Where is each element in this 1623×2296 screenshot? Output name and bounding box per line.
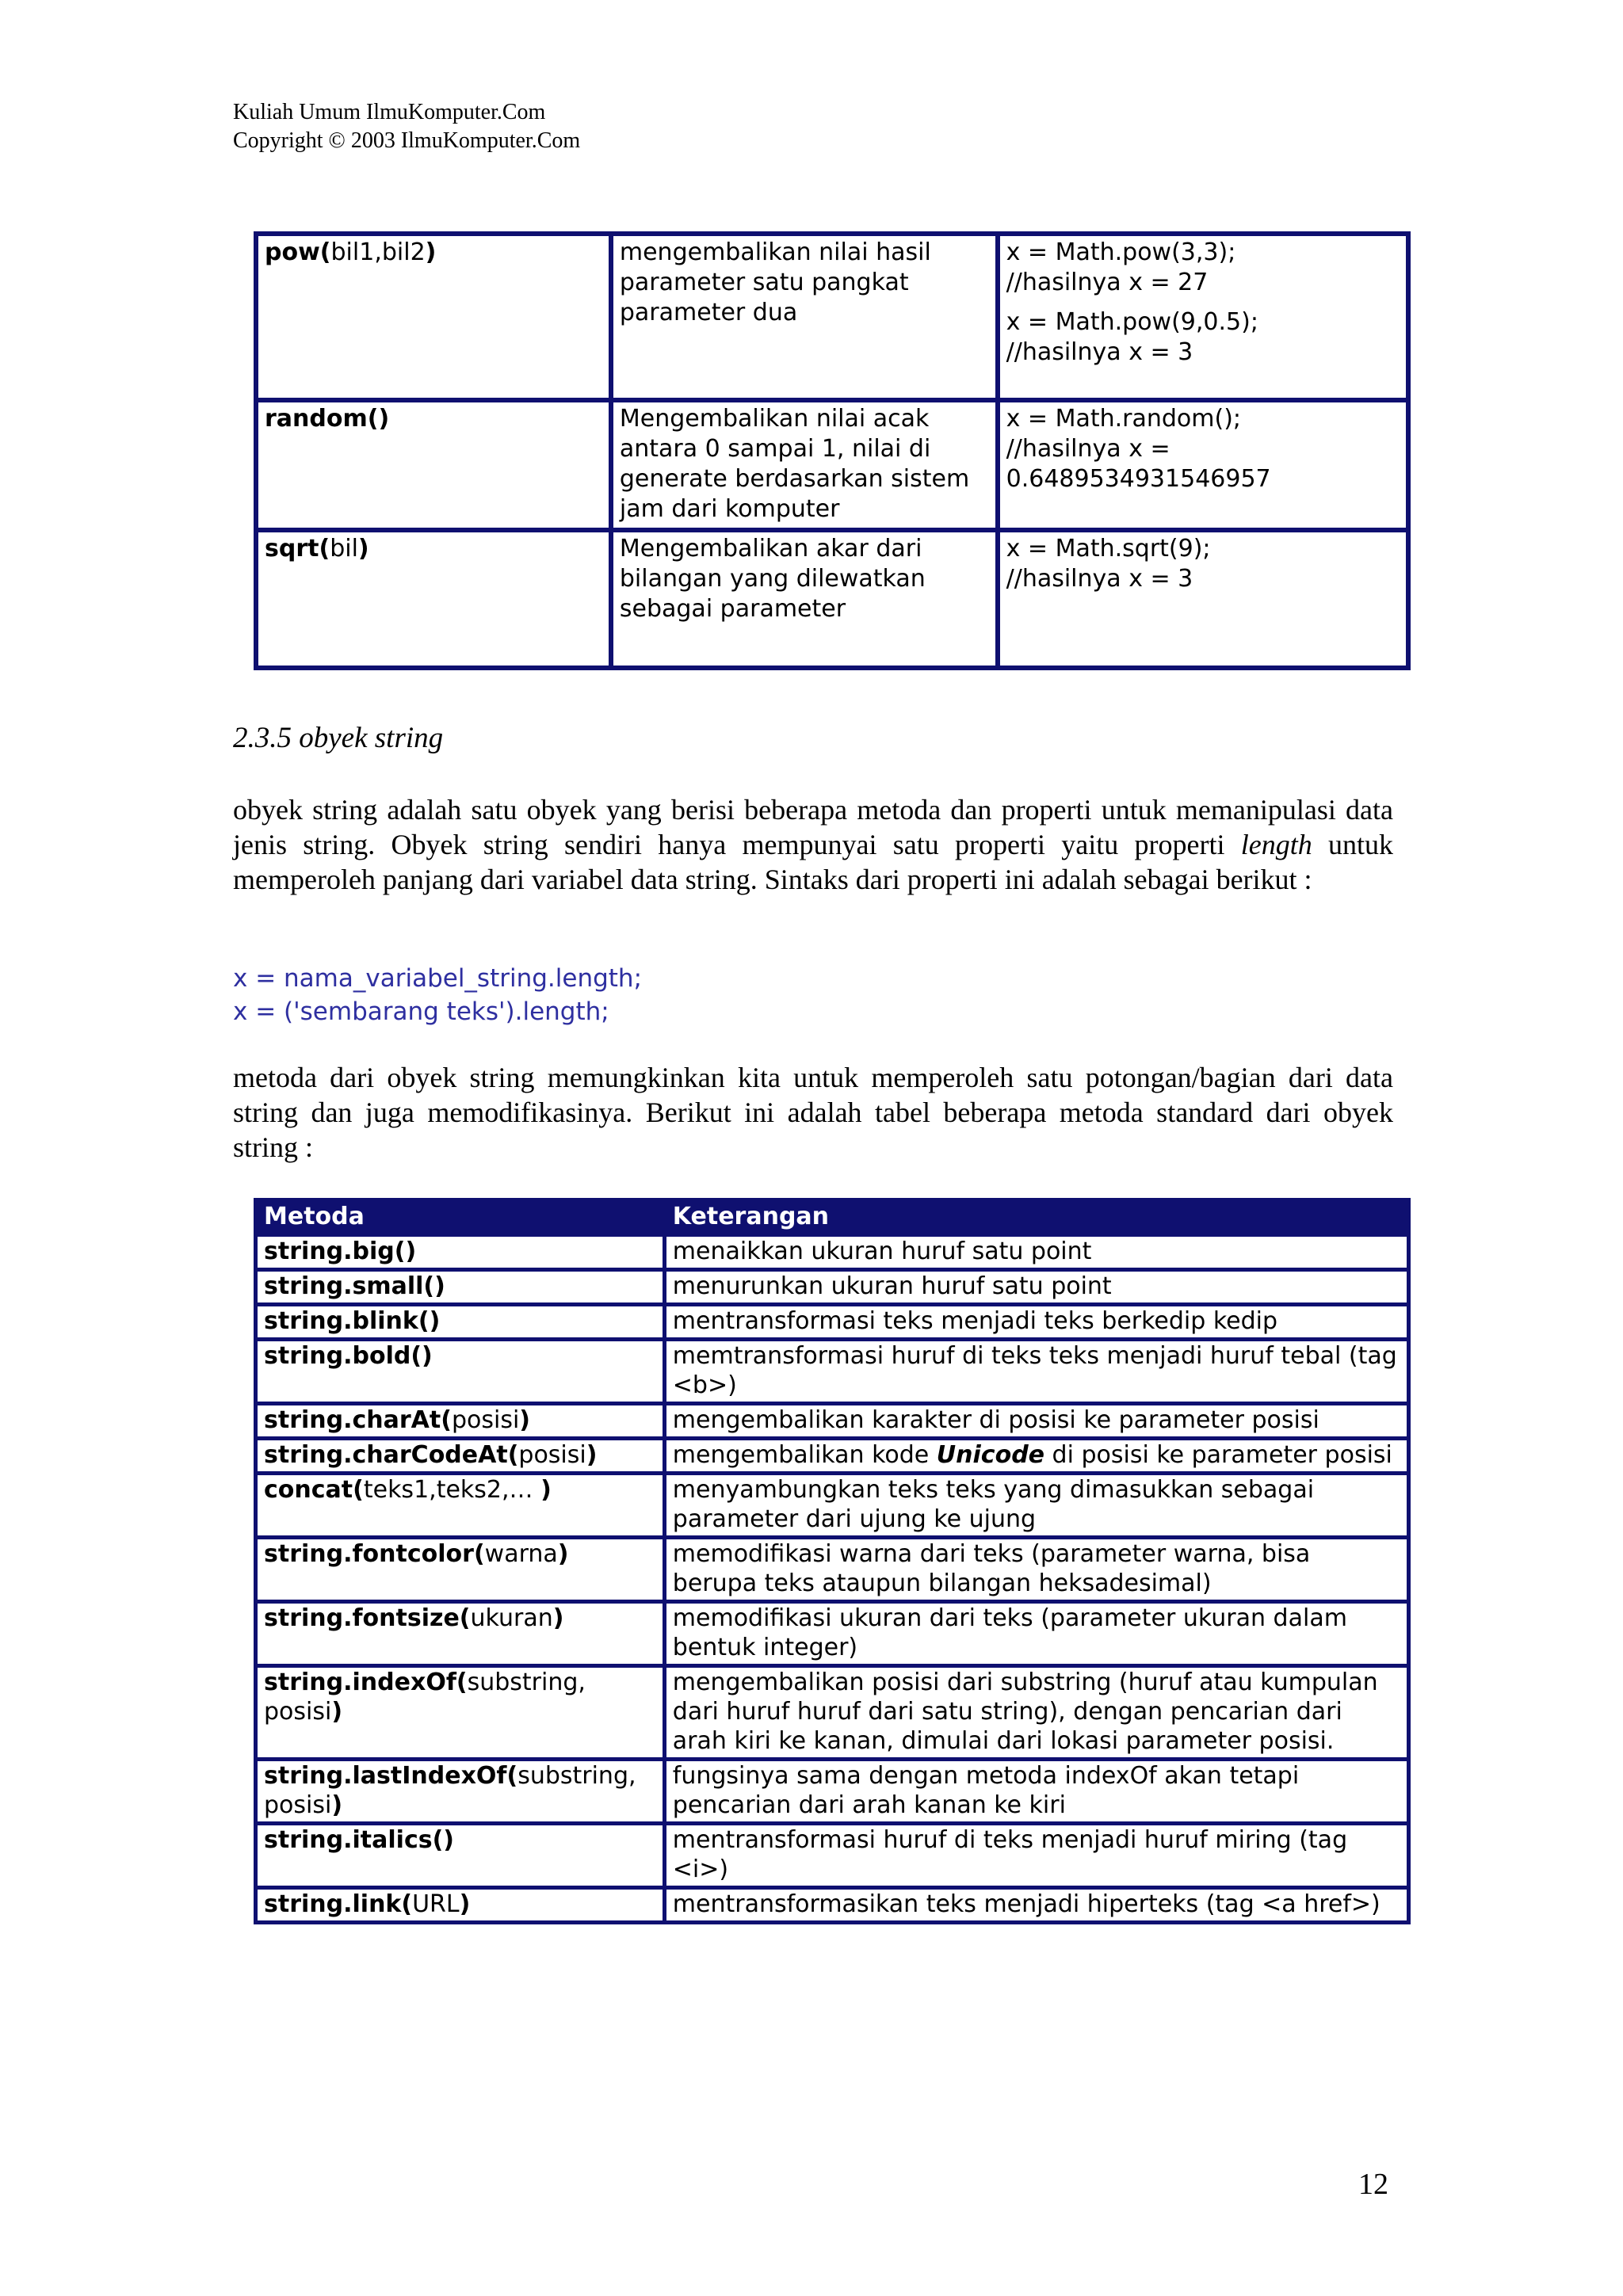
column-header-keterangan: Keterangan bbox=[664, 1200, 1408, 1235]
description-cell: mentransformasi teks menjadi teks berkedip kedip bbox=[664, 1305, 1408, 1340]
description-cell: mengembalikan karakter di posisi ke parameter posisi bbox=[664, 1404, 1408, 1439]
method-cell: string.small() bbox=[256, 1270, 665, 1305]
code-line-2: x = ('sembarang teks').length; bbox=[233, 997, 609, 1026]
example-cell: x = Math.pow(3,3); //hasilnya x = 27 x = Math.pow(9,0.5); //hasilnya x = 3 bbox=[998, 234, 1408, 400]
description-cell: mengembalikan posisi dari substring (huruf atau kumpulan dari huruf huruf dari satu string), dengan pencarian dari arah kiri ke kanan, dimulai dari lokasi parameter posisi. bbox=[664, 1666, 1408, 1760]
page-header bbox=[233, 98, 580, 155]
method-cell: sqrt(bil) bbox=[256, 530, 611, 668]
method-cell: string.fontcolor(warna) bbox=[256, 1538, 665, 1602]
description-cell: Mengembalikan nilai acak antara 0 sampai 1, nilai di generate berdasarkan sistem jam dari komputer bbox=[611, 400, 998, 530]
method-cell: string.bold() bbox=[256, 1340, 665, 1404]
table-row bbox=[256, 1439, 1409, 1474]
column-header-metoda: Metoda bbox=[256, 1200, 665, 1235]
table-row bbox=[256, 400, 1408, 530]
table-row bbox=[256, 1666, 1409, 1760]
table-row bbox=[256, 1235, 1409, 1270]
table-row bbox=[256, 1404, 1409, 1439]
table-row bbox=[256, 1602, 1409, 1666]
table-row bbox=[256, 1538, 1409, 1602]
description-cell: mentransformasi huruf di teks menjadi huruf miring (tag <i>) bbox=[664, 1824, 1408, 1888]
method-cell: pow(bil1,bil2) bbox=[256, 234, 611, 400]
table-row bbox=[256, 1888, 1409, 1923]
description-cell: memtransformasi huruf di teks teks menjadi huruf tebal (tag <b>) bbox=[664, 1340, 1408, 1404]
table-row bbox=[256, 1340, 1409, 1404]
description-cell: menurunkan ukuran huruf satu point bbox=[664, 1270, 1408, 1305]
method-cell: string.fontsize(ukuran) bbox=[256, 1602, 665, 1666]
math-methods-table bbox=[254, 231, 1411, 670]
description-cell: Mengembalikan akar dari bilangan yang dilewatkan sebagai parameter bbox=[611, 530, 998, 668]
method-cell: string.indexOf(substring, posisi) bbox=[256, 1666, 665, 1760]
table-row bbox=[256, 1270, 1409, 1305]
description-cell: menaikkan ukuran huruf satu point bbox=[664, 1235, 1408, 1270]
table-header-row bbox=[256, 1200, 1409, 1235]
method-cell: random() bbox=[256, 400, 611, 530]
description-cell: mengembalikan kode Unicode di posisi ke parameter posisi bbox=[664, 1439, 1408, 1474]
code-line-1: x = nama_variabel_string.length; bbox=[233, 964, 643, 993]
table-row bbox=[256, 1760, 1409, 1824]
description-cell: mengembalikan nilai hasil parameter satu pangkat parameter dua bbox=[611, 234, 998, 400]
method-cell: concat(teks1,teks2,… ) bbox=[256, 1474, 665, 1538]
table-row bbox=[256, 1474, 1409, 1538]
paragraph-string-methods: metoda dari obyek string memungkinkan kita untuk memperoleh satu potongan/bagian dari data string dan juga memodifikasinya. Berikut ini adalah tabel beberapa metoda standard dari obyek string : bbox=[233, 1062, 1393, 1163]
description-cell: menyambungkan teks teks yang dimasukkan sebagai parameter dari ujung ke ujung bbox=[664, 1474, 1408, 1538]
method-cell: string.big() bbox=[256, 1235, 665, 1270]
table-row bbox=[256, 234, 1408, 400]
method-cell: string.charCodeAt(posisi) bbox=[256, 1439, 665, 1474]
table-row bbox=[256, 530, 1408, 668]
example-cell: x = Math.random(); //hasilnya x = 0.6489534931546957 bbox=[998, 400, 1408, 530]
method-cell: string.link(URL) bbox=[256, 1888, 665, 1923]
section-title: 2.3.5 obyek string bbox=[233, 722, 444, 754]
paragraph-string-intro: obyek string adalah satu obyek yang berisi beberapa metoda dan properti untuk memanipulasi data jenis string. Obyek string sendiri hanya mempunyai satu properti yaitu properti length untuk memperoleh panjang dari variabel data string. Sintaks dari properti ini adalah sebagai berikut : bbox=[233, 794, 1393, 895]
description-cell: memodifikasi ukuran dari teks (parameter ukuran dalam bentuk integer) bbox=[664, 1602, 1408, 1666]
description-cell: mentransformasikan teks menjadi hiperteks (tag <a href>) bbox=[664, 1888, 1408, 1923]
method-cell: string.lastIndexOf(substring, posisi) bbox=[256, 1760, 665, 1824]
string-methods-table bbox=[254, 1198, 1411, 1924]
example-cell: x = Math.sqrt(9); //hasilnya x = 3 bbox=[998, 530, 1408, 668]
method-cell: string.italics() bbox=[256, 1824, 665, 1888]
header-line-2: Copyright © 2003 IlmuKomputer.Com bbox=[233, 128, 581, 153]
table-row bbox=[256, 1305, 1409, 1340]
code-example bbox=[233, 962, 642, 1028]
page-number: 12 bbox=[1358, 2168, 1388, 2201]
method-cell: string.blink() bbox=[256, 1305, 665, 1340]
table-row bbox=[256, 1824, 1409, 1888]
method-cell: string.charAt(posisi) bbox=[256, 1404, 665, 1439]
description-cell: memodifikasi warna dari teks (parameter warna, bisa berupa teks ataupun bilangan heksadesimal) bbox=[664, 1538, 1408, 1602]
header-line-1: Kuliah Umum IlmuKomputer.Com bbox=[233, 100, 546, 124]
description-cell: fungsinya sama dengan metoda indexOf akan tetapi pencarian dari arah kanan ke kiri bbox=[664, 1760, 1408, 1824]
